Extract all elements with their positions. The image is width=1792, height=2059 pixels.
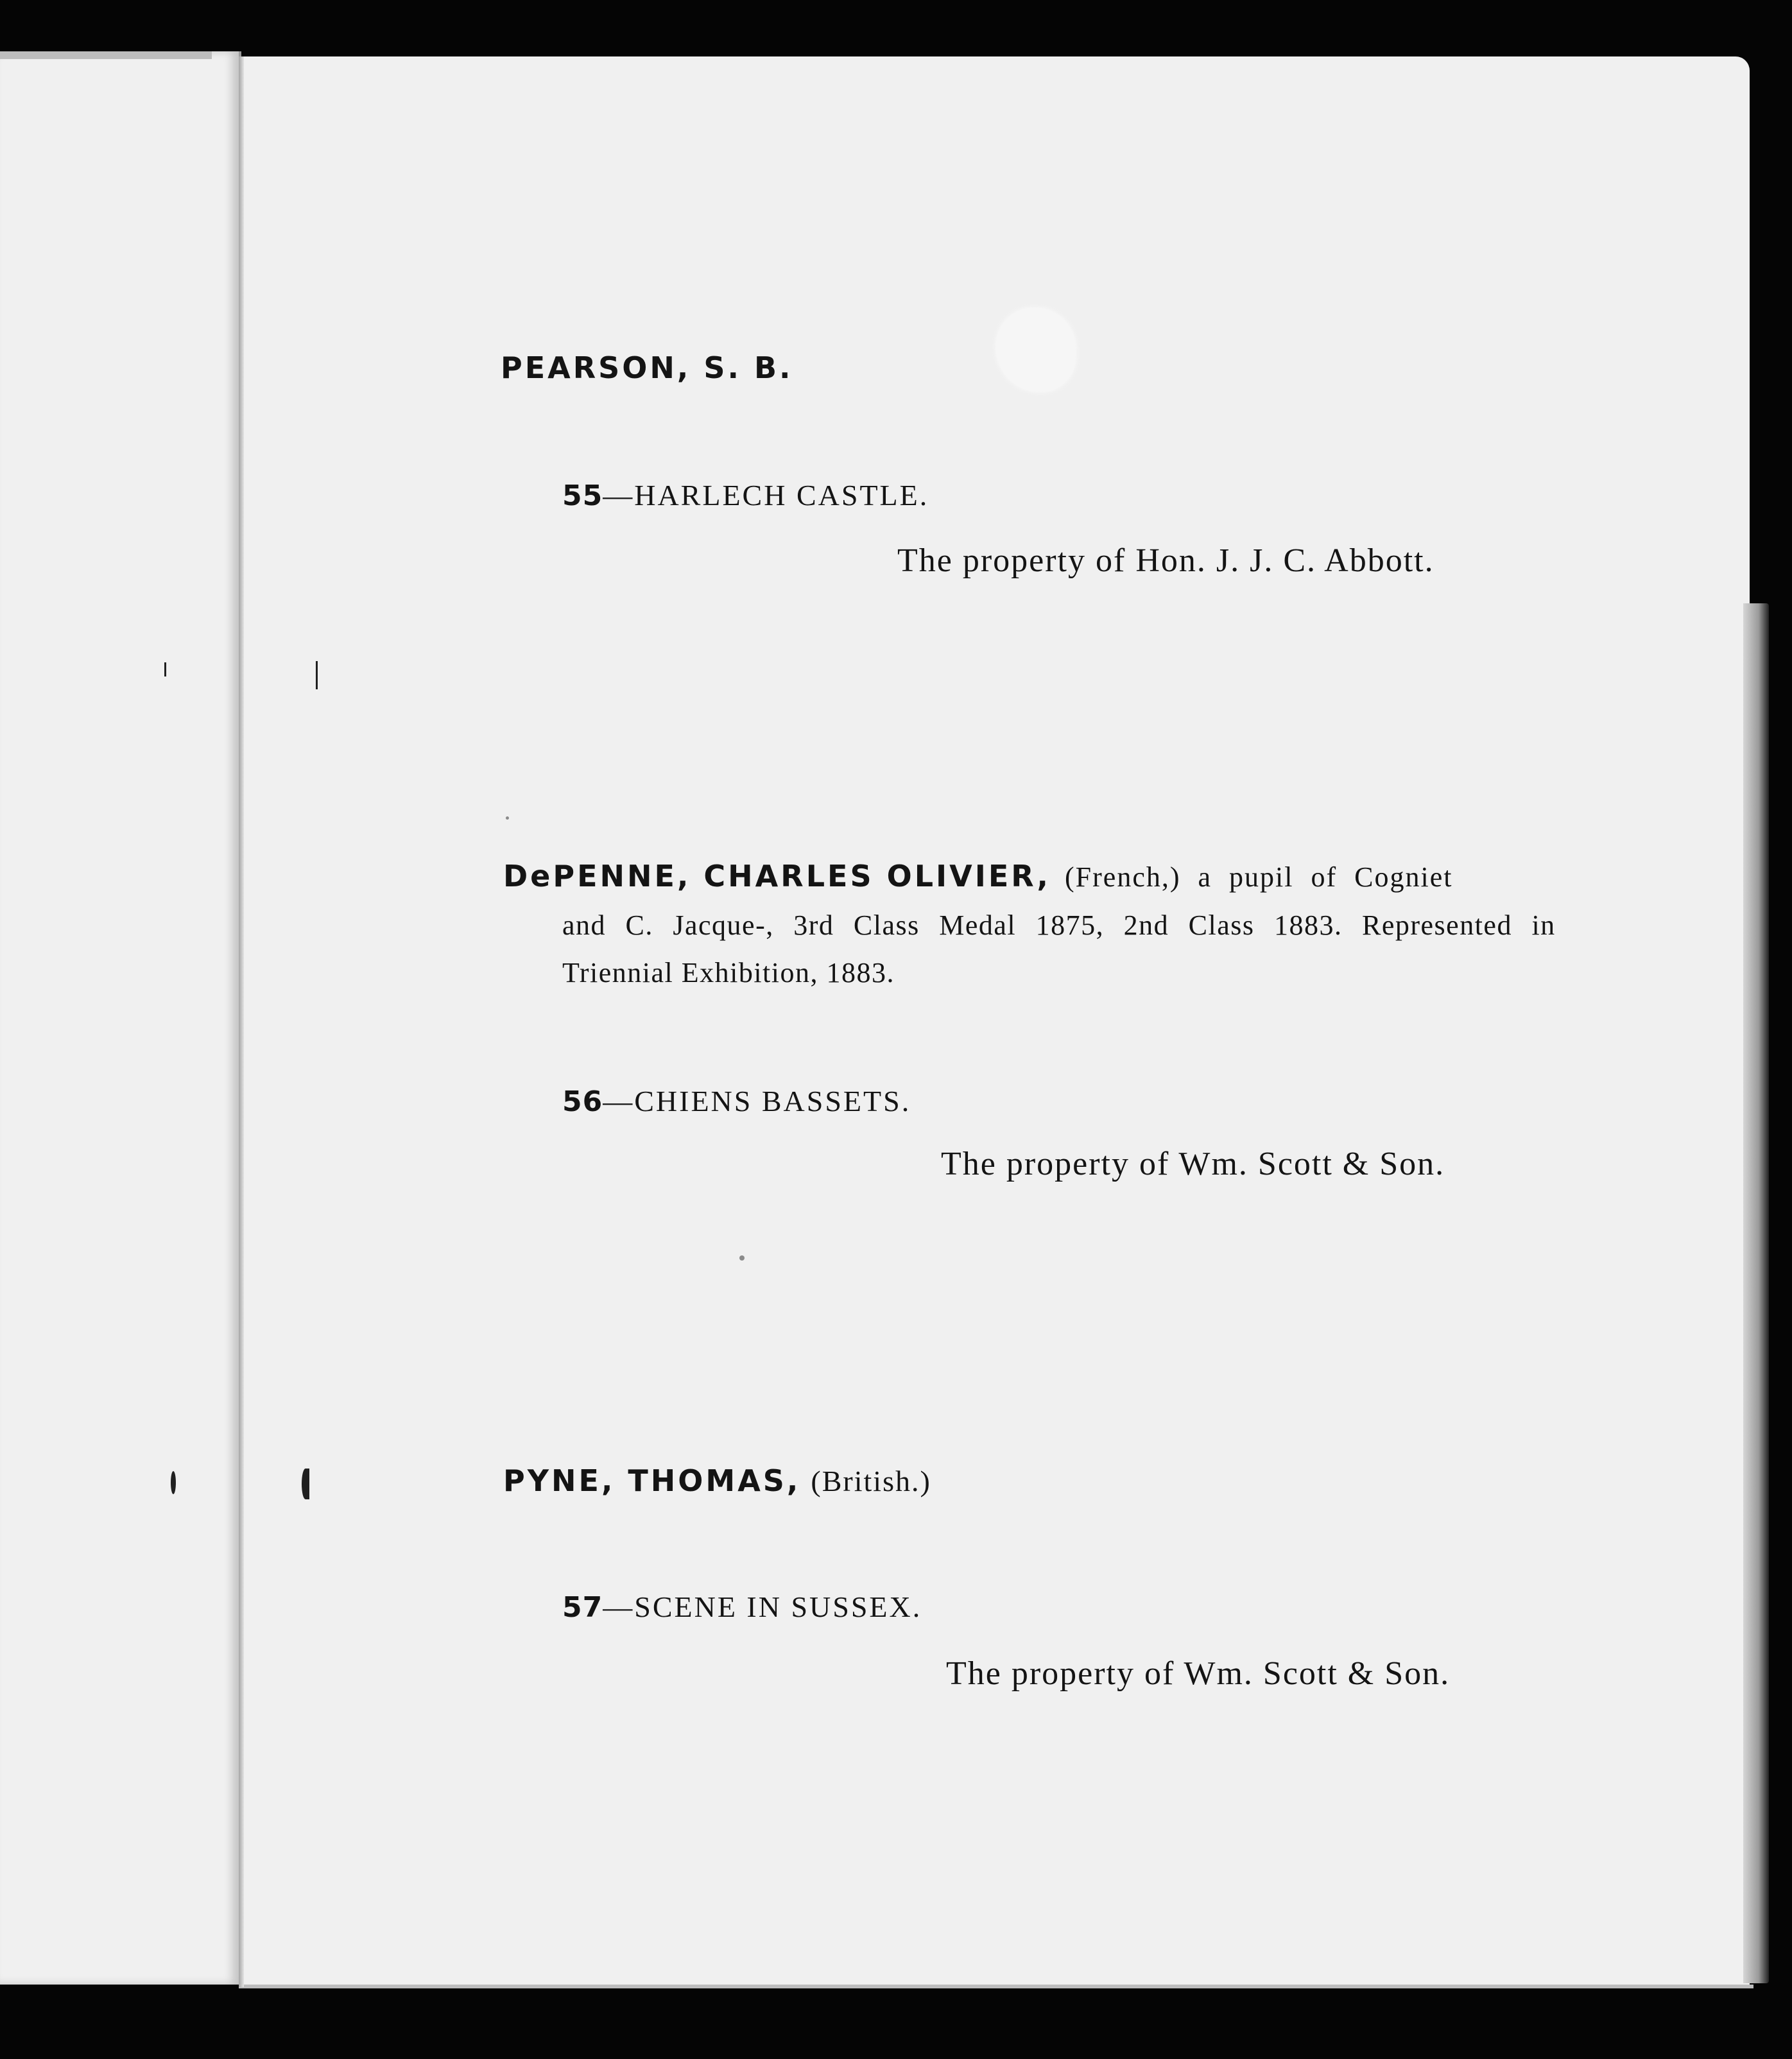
artist-bio-line: Triennial Exhibition, 1883. [562, 957, 895, 988]
catalogue-item-56 [562, 1083, 911, 1119]
item-number: 55 [562, 479, 603, 512]
artist-name-pearson: PEARSON, S. B. [501, 350, 793, 385]
item-title: —CHIENS BASSETS. [603, 1085, 911, 1117]
margin-mark [164, 662, 166, 676]
paper-speck [739, 1255, 745, 1261]
owner-line: The property of Hon. J. J. C. Abbott. [897, 542, 1434, 579]
owner-line: The property of Wm. Scott & Son. [946, 1655, 1451, 1692]
item-title: —HARLECH CASTLE. [603, 479, 929, 512]
paper-speck [506, 816, 509, 820]
left-page [0, 51, 241, 1985]
artist-name: DePENNE, CHARLES OLIVIER, [503, 859, 1051, 893]
book-gutter [239, 56, 244, 1987]
artist-bio: (French,) a pupil of Cogniet [1065, 861, 1453, 893]
item-title: —SCENE IN SUSSEX. [603, 1590, 922, 1623]
item-number: 57 [562, 1591, 603, 1624]
artist-bio-line: and C. Jacque-, 3rd Class Medal 1875, 2nd Class 1883. Represented in [562, 909, 1556, 941]
left-page-top-edge [0, 51, 212, 59]
artist-bio: (British.) [811, 1465, 931, 1497]
right-page-edge-shadow [1743, 603, 1769, 1983]
page-bottom-edge [239, 1985, 1753, 1988]
catalogue-item-55 [562, 478, 929, 513]
item-number: 56 [562, 1085, 603, 1118]
catalogue-item-57 [562, 1589, 922, 1624]
margin-mark [302, 1469, 309, 1499]
margin-mark [171, 1471, 176, 1494]
artist-heading-depenne [503, 859, 1452, 893]
owner-line: The property of Wm. Scott & Son. [941, 1146, 1445, 1182]
artist-name: PYNE, THOMAS, [503, 1463, 801, 1498]
artist-heading-pyne [503, 1463, 931, 1498]
margin-mark [316, 661, 318, 689]
